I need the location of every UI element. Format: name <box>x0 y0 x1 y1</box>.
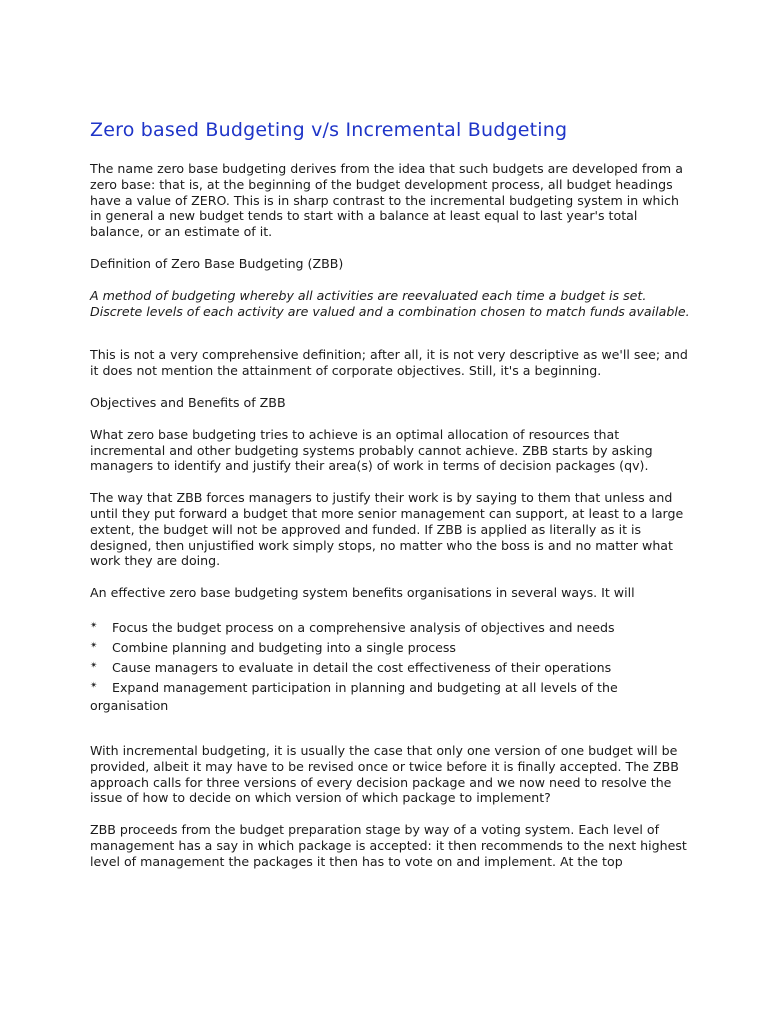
page-title: Zero based Budgeting v/s Incremental Budgeting <box>90 119 568 141</box>
incremental-paragraph: With incremental budgeting, it is usually the case that only one version of one budget will be provided, albeit it may have to be revised once or twice before it is finally accepted. The ZBB approach calls for three versions of every decision package and we now need to resolve the issue of how to decide on which version of which package to implement? <box>90 742 679 806</box>
intro-paragraph: The name zero base budgeting derives from the idea that such budgets are developed from a zero base: that is, at the beginning of the budget development process, all budget headings have a value of ZERO. This is in sharp contrast to the incremental budgeting system in which in general a new budget tends to start with a balance at least equal to last year's total balance, or an estimate of it. <box>90 161 683 240</box>
list-item <box>90 677 690 715</box>
bullet-icon: ✴ <box>90 620 98 631</box>
list-item <box>90 617 690 637</box>
list-item-text: Expand management participation in planning and budgeting at all levels of the organisation <box>90 679 618 713</box>
definition-heading: Definition of Zero Base Budgeting (ZBB) <box>90 255 344 271</box>
list-item-text: Combine planning and budgeting into a single process <box>112 639 456 655</box>
document-page <box>90 118 690 886</box>
list-item <box>90 637 690 657</box>
benefits-intro: An effective zero base budgeting system benefits organisations in several ways. It will <box>90 585 635 601</box>
voting-paragraph: ZBB proceeds from the budget preparation stage by way of a voting system. Each level of management has a say in which package is accepted: it then recommends to the next highest level of management the packages it then has to vote on and implement. At the top <box>90 822 687 869</box>
objectives-paragraph: What zero base budgeting tries to achieve is an optimal allocation of resources that incremental and other budgeting systems probably cannot achieve. ZBB starts by asking managers to identify and justify their area(s) of work in terms of decision packages (qv). <box>90 426 653 474</box>
list-item <box>90 657 690 677</box>
comment-paragraph: This is not a very comprehensive definition; after all, it is not very descriptive as we'll see; and it does not mention the attainment of corporate objectives. Still, it's a beginning. <box>90 347 688 379</box>
list-item-text: Cause managers to evaluate in detail the cost effectiveness of their operations <box>112 659 612 675</box>
objectives-heading: Objectives and Benefits of ZBB <box>90 394 286 410</box>
definition-text: A method of budgeting whereby all activities are reevaluated each time a budget is set. Discrete levels of each activity are valued and a combination chosen to match funds available. <box>90 287 690 319</box>
bullet-icon: ✴ <box>90 680 98 691</box>
list-item-text: Focus the budget process on a comprehensive analysis of objectives and needs <box>112 619 615 635</box>
forces-paragraph: The way that ZBB forces managers to justify their work is by saying to them that unless and until they put forward a budget that more senior management can support, at least to a large extent, the budget will not be approved and funded. If ZBB is applied as literally as it is designed, then unjustified work simply stops, no matter who the boss is and no matter what work they are doing. <box>90 490 684 569</box>
bullet-icon: ✴ <box>90 640 98 651</box>
benefits-list <box>90 617 690 715</box>
bullet-icon: ✴ <box>90 660 98 671</box>
